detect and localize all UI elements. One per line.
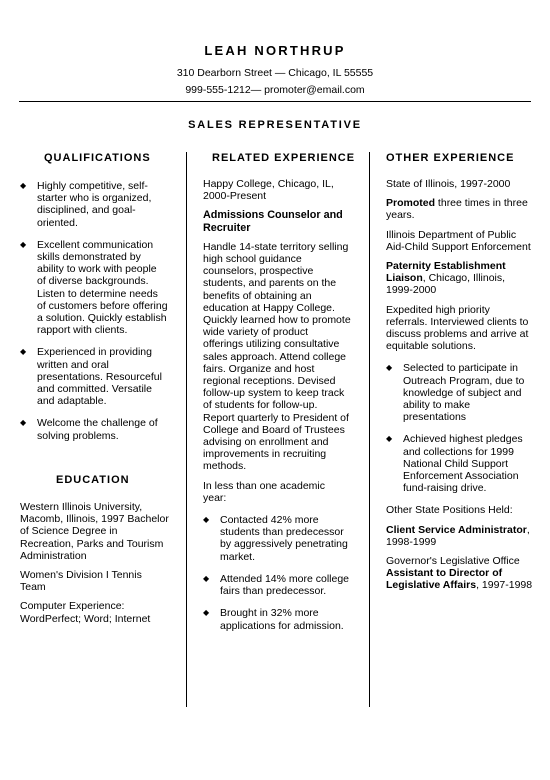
role-title: Client Service Administrator bbox=[386, 523, 527, 536]
achievement-text: Achieved highest pledges and collections for 1999 National Child Support Enforcement Association fund-raising drive. bbox=[403, 433, 523, 495]
role-details: , Chicago, Illinois, 1999-2000 bbox=[386, 272, 506, 297]
qualification-text: Welcome the challenge of solving problems. bbox=[37, 417, 158, 442]
achievement-text: Attended 14% more college fairs than predecessor. bbox=[220, 572, 349, 598]
promoted-rest: three times in three years. bbox=[386, 197, 528, 222]
job-title: Admissions Counselor and Recruiter bbox=[203, 209, 343, 234]
education-section bbox=[20, 501, 170, 625]
tennis-text: Women's Division I Tennis Team bbox=[20, 569, 142, 594]
intro-text: In less than one academic year: bbox=[203, 479, 325, 504]
qualifications-heading: QUALIFICATIONS bbox=[44, 152, 151, 164]
qualification-text: Highly competitive, self-starter who is organized, disciplined, and goal-oriented. bbox=[37, 180, 152, 229]
education-heading: EDUCATION bbox=[56, 474, 130, 486]
diamond-bullet-icon: ◆ bbox=[386, 363, 393, 373]
list-item bbox=[386, 433, 534, 494]
other-positions-label: Other State Positions Held: bbox=[386, 504, 513, 517]
employer-text: Happy College, Chicago, IL, 2000-Present bbox=[203, 178, 334, 203]
header-divider bbox=[19, 101, 531, 102]
column-divider-left bbox=[186, 152, 187, 707]
role-title: Assistant to Director of Legislative Affairs bbox=[386, 567, 503, 592]
list-item bbox=[203, 514, 351, 563]
diamond-bullet-icon: ◆ bbox=[203, 608, 210, 618]
role-title: Paternity Establishment Liaison bbox=[386, 260, 506, 285]
role-description: Expedited high priority referrals. Interviewed clients to discuss problems and arrive at equitable solutions. bbox=[386, 303, 529, 353]
resume-name: LEAH NORTHRUP bbox=[204, 43, 346, 58]
achievement-text: Brought in 32% more applications for admission. bbox=[220, 607, 344, 632]
list-item bbox=[20, 180, 168, 229]
role-dates: , 1997-1998 bbox=[476, 579, 533, 592]
related-experience-section bbox=[203, 178, 351, 642]
role-dates: , 1998-1999 bbox=[386, 523, 530, 548]
department-text: Illinois Department of Public Aid-Child Support Enforcement bbox=[386, 228, 531, 253]
job-description: Handle 14-state territory selling high school guidance counselors, prospective students, and parents on the benefits of obtaining an education at Happy College. Quickly learned how to promote wide variety of product offerings utilizing consultative sales approach. Attend college fairs. Organize and host regional receptions. Devised follow-up system to keep track of students for follow-up. Report quarterly to President of College and Board of Trustees advising on enrollment and improvements in recruiting methods. bbox=[203, 240, 351, 473]
street-address: 310 Dearborn Street — Chicago, IL 55555 bbox=[176, 67, 374, 79]
related-experience-heading: RELATED EXPERIENCE bbox=[212, 152, 356, 164]
list-item bbox=[20, 346, 168, 407]
client-service-role bbox=[386, 524, 534, 548]
list-item bbox=[20, 417, 168, 441]
degree-text: Western Illinois University, Macomb, Illinois, 1997 Bachelor of Science Degree in Recreation, Parks and Tourism Administration bbox=[20, 501, 169, 562]
diamond-bullet-icon: ◆ bbox=[203, 515, 210, 525]
assistant-role bbox=[386, 567, 534, 591]
diamond-bullet-icon: ◆ bbox=[20, 347, 27, 357]
diamond-bullet-icon: ◆ bbox=[20, 181, 27, 190]
achievement-text: Selected to participate in Outreach Program, due to knowledge of subject and ability to make presentations bbox=[403, 362, 525, 424]
other-experience-section bbox=[386, 178, 534, 592]
diamond-bullet-icon: ◆ bbox=[20, 239, 27, 249]
qualifications-list bbox=[20, 180, 168, 452]
column-divider-right bbox=[369, 152, 370, 707]
computer-experience-text: Computer Experience: WordPerfect; Word; Internet bbox=[20, 600, 151, 625]
list-item bbox=[20, 239, 168, 337]
list-item bbox=[203, 573, 351, 597]
achievement-text: Contacted 42% more students than predecessor by aggressively penetrating market. bbox=[220, 514, 348, 563]
phone-email: 999-555-1212— promoter@email.com bbox=[185, 84, 365, 96]
promoted-label: Promoted bbox=[386, 197, 436, 210]
paternity-role bbox=[386, 260, 534, 297]
diamond-bullet-icon: ◆ bbox=[20, 418, 27, 428]
other-experience-heading: OTHER EXPERIENCE bbox=[386, 152, 515, 164]
qualification-text: Experienced in providing written and oral presentations. Resourceful and committed. Versatile and adaptable. bbox=[37, 346, 162, 408]
diamond-bullet-icon: ◆ bbox=[203, 573, 210, 583]
diamond-bullet-icon: ◆ bbox=[386, 434, 393, 444]
job-objective: SALES REPRESENTATIVE bbox=[188, 119, 362, 131]
qualification-text: Excellent communication skills demonstrated by ability to work with people of diverse backgrounds. Listen to determine needs of customers before offering a solution. Quickly establish rapport with clients. bbox=[37, 238, 168, 337]
list-item bbox=[386, 362, 534, 423]
employer-text: State of Illinois, 1997-2000 bbox=[386, 178, 511, 190]
promotion-text bbox=[386, 197, 534, 221]
list-item bbox=[203, 607, 351, 631]
governor-office-text: Governor's Legislative Office bbox=[386, 555, 520, 568]
